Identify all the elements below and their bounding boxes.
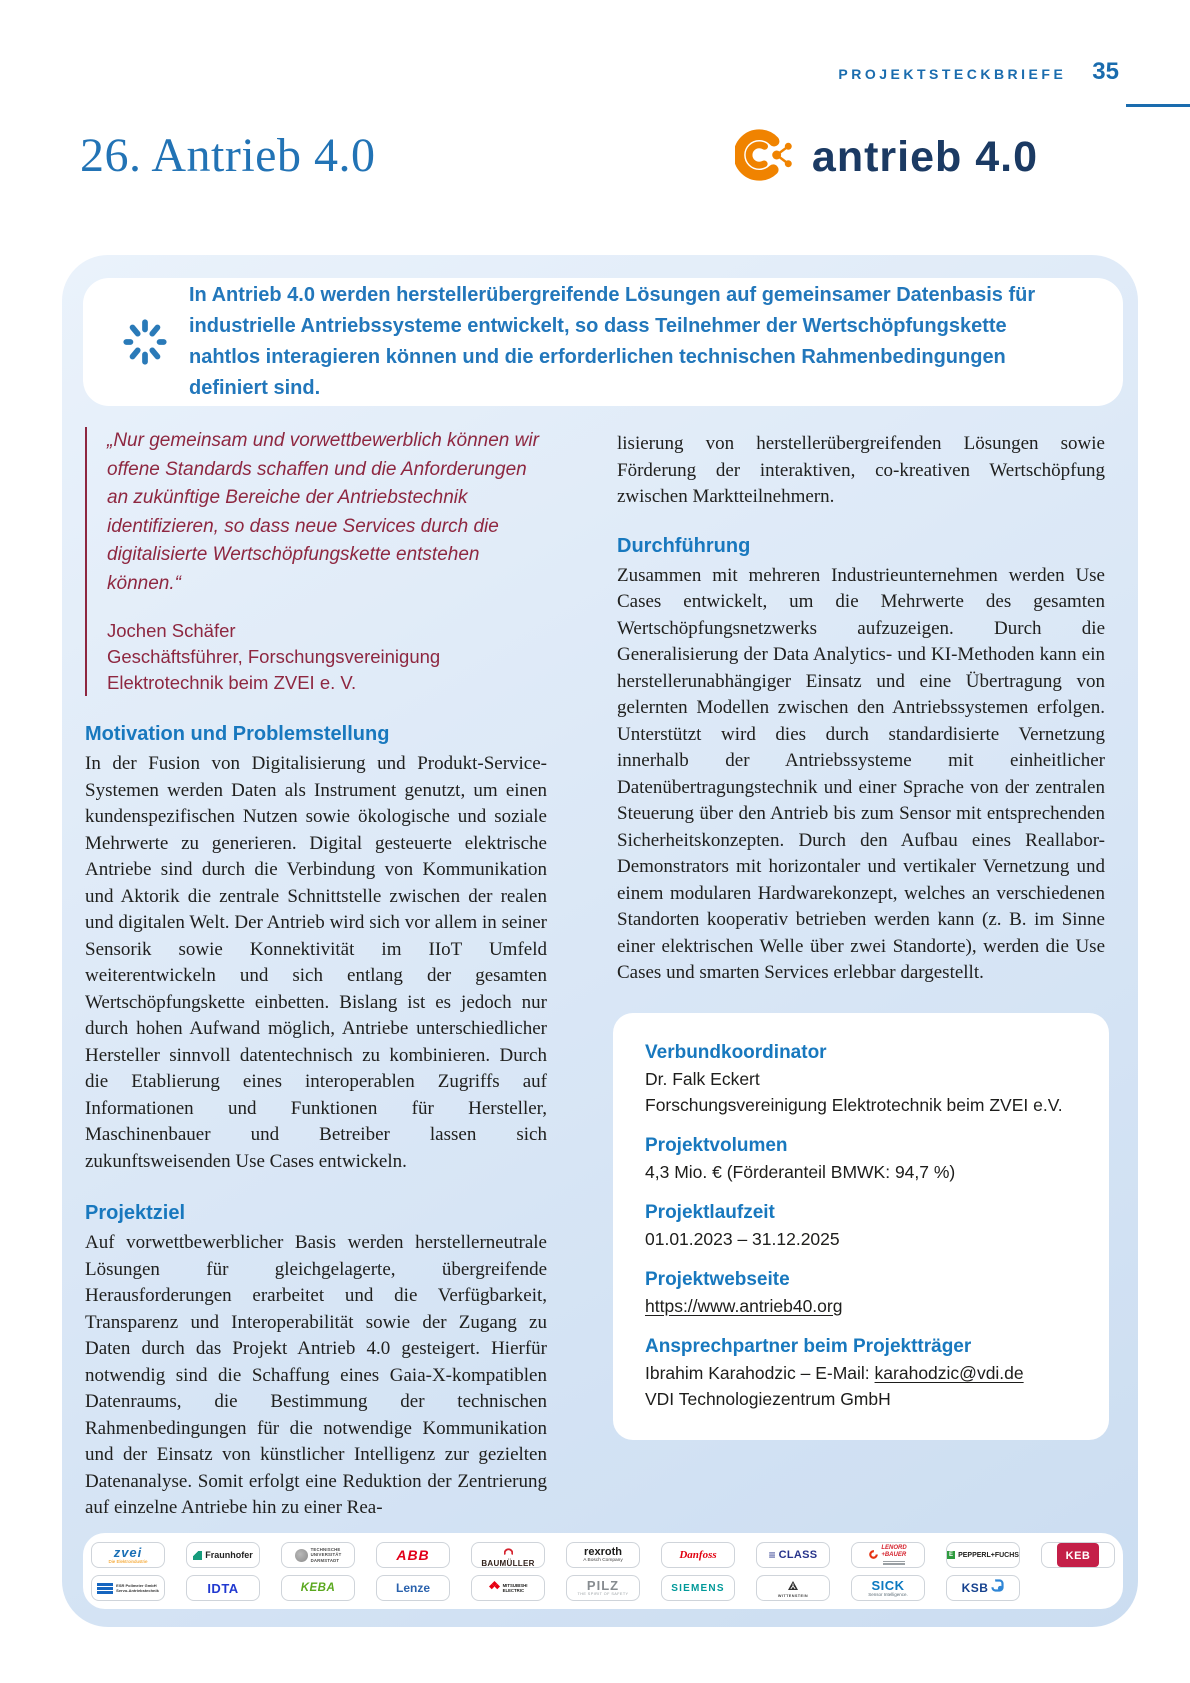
- paragraph-motivation: In der Fusion von Digitalisierung und Produkt-Service-Systemen werden Daten als Instrument genutzt, um einen kundenspezifischen Nutzen sowie ökologische und soziale Mehrwerte zu generieren. Digital gesteuerte elektrische Antriebe sind durch die Verbindung von Kommunikation und Aktorik die zentrale Schnittstelle zwischen der realen und digitalen Welt. Der Antrieb wird sich vor allem in seiner Sensorik sowie Konnektivität im IIoT Umfeld weiterentwickeln und sich entlang der gesamten Wertschöpfungskette einbetten. Bislang ist es jedoch nur durch hohen Aufwand möglich, Antriebe unterschiedlicher Hersteller sinnvoll datentechnisch zu kombinieren. Durch die Etablierung eines interoperablen Zugriffs auf Informationen und Funktionen für Hersteller, Maschinenbauer und Betreiber lassen sich zukunftsweisenden Use Cases entwickeln.: [85, 753, 547, 1172]
- partner-logo-fraunhofer: Fraunhofer: [186, 1542, 260, 1568]
- label-projektvolumen: Projektvolumen: [645, 1134, 788, 1156]
- esr-icon: [97, 1583, 113, 1594]
- contact-email-link[interactable]: karahodzic@vdi.de: [874, 1362, 1024, 1383]
- partner-logo-row-2: [91, 1575, 1123, 1601]
- partner-logo-baumueller: BAUMÜLLER: [471, 1542, 545, 1568]
- partner-logo-pepperl-fuchs: E PEPPERL+FUCHS: [946, 1542, 1020, 1568]
- partner-logo-ksb: KSB: [946, 1575, 1020, 1601]
- heading-motivation: Motivation und Problemstellung: [85, 723, 390, 745]
- running-head: [838, 58, 1119, 86]
- antrieb40-logo: [735, 124, 1038, 191]
- lenord-bauer-icon: [869, 1546, 878, 1564]
- partner-logo-idta: IDTA: [186, 1575, 260, 1601]
- partner-logo-tu-darmstadt: TECHNISCHE UNIVERSITÄT DARMSTADT: [281, 1542, 355, 1568]
- partner-logo-abb: ABB: [376, 1542, 450, 1568]
- paragraph-durchfuehrung: Zusammen mit mehreren Industrieunternehmen werden Use Cases entwickelt, um die Mehrwerte des gesamten Wertschöpfungsnetzwerks aufzuzeigen. Durch die Generalisierung der Data Analytics- und KI-Methoden kann ein herstellerunabhängiger Einsatz und eine Übertragung von gelernten Modellen zwischen den Antriebssystemen erfolgen. Unterstützt wird dies durch standardisierte Vernetzung innerhalb der Antriebssysteme mit einheitlicher Datenübertragungstechnik und einer Sprache von der zentralen Steuerung über den Antrieb bis zum Sensor mit entsprechenden Sicherheitskonzepten. Durch den Aufbau eines Reallabor-Demonstrators mit horizontaler und vertikaler Vernetzung und einem modularen Hardwarekonzept, welches an verschiedenen Standorten kooperativ betrieben werden kann (z. B. im Sinne einer elektrischen Welle über zwei Standorte), werden die Use Cases und smarten Services erlebbar dargestellt.: [617, 564, 1105, 983]
- contact-line: [645, 1360, 1083, 1386]
- content-panel: [62, 255, 1138, 1627]
- partner-logo-eclass: ≡ CLASS: [756, 1542, 830, 1568]
- pepperl-fuchs-icon: E: [949, 1552, 954, 1558]
- partner-logo-rexroth: rexroth A Bosch Company: [566, 1542, 640, 1568]
- keb-badge: KEB: [1057, 1543, 1100, 1567]
- coordinator-org: Forschungsvereinigung Elektrotechnik beim ZVEI e.V.: [645, 1094, 1063, 1115]
- quote-role-line1: Geschäftsführer, Forschungsvereinigung: [107, 646, 441, 667]
- contact-name: Ibrahim Karahodzic – E-Mail:: [645, 1362, 875, 1383]
- text-columns: [85, 423, 1105, 1522]
- partner-logo-danfoss: Danfoss: [661, 1542, 735, 1568]
- label-projektwebseite: Projektwebseite: [645, 1268, 790, 1290]
- partner-logo-lenord-bauer: LENORD +BAUER: [851, 1542, 925, 1568]
- partner-logo-keb: [1041, 1542, 1115, 1568]
- label-verbundkoordinator: Verbundkoordinator: [645, 1041, 827, 1063]
- label-projektlaufzeit: Projektlaufzeit: [645, 1201, 775, 1223]
- partner-logo-lenze: Lenze: [376, 1575, 450, 1601]
- fraunhofer-icon: [193, 1551, 202, 1560]
- column-right: [617, 423, 1105, 1522]
- header-rule: [1126, 104, 1190, 107]
- quote-author: Jochen Schäfer: [107, 620, 236, 641]
- partner-logo-keba: KEBA: [281, 1575, 355, 1601]
- projektvolumen-value: 4,3 Mio. € (Förderanteil BMWK: 94,7 %): [645, 1161, 956, 1182]
- spark-icon: [119, 316, 171, 368]
- antrieb40-logo-text: antrieb 4.0: [811, 133, 1038, 181]
- partner-logo-mitsubishi-electric: MITSUBISHI ELECTRIC: [471, 1575, 545, 1601]
- project-website-link[interactable]: https://www.antrieb40.org: [645, 1295, 843, 1316]
- heading-durchfuehrung: Durchführung: [617, 534, 751, 557]
- contact-org: VDI Technologiezentrum GmbH: [645, 1388, 891, 1409]
- paragraph-projektziel-continuation: lisierung von herstellerübergreifenden Lösungen sowie Förderung der interaktiven, co-kreativen Wertschöpfung zwischen Marktteilnehmern.: [617, 433, 1105, 507]
- wittenstein-icon: [788, 1578, 798, 1594]
- partner-logo-siemens: SIEMENS: [661, 1575, 735, 1601]
- ksb-icon: [991, 1579, 1004, 1597]
- mitsubishi-icon: [489, 1579, 500, 1597]
- partner-logo-esr-pollmeier: ESR Pollmeier GmbH Servo-Antriebstechnik: [91, 1575, 165, 1601]
- intro-text: In Antrieb 4.0 werden herstellerübergreifende Lösungen auf gemeinsamer Datenbasis für industrielle Antriebssysteme entwickelt, so dass Teilnehmer der Wertschöpfungskette nahtlos interagieren können und die erforderlichen technischen Rahmenbedingungen definiert sind.: [189, 284, 1036, 399]
- page-title: 26. Antrieb 4.0: [80, 129, 376, 182]
- intro-box: [83, 278, 1123, 406]
- antrieb40-logo-icon: [735, 124, 797, 191]
- quote-text: „Nur gemeinsam und vorwettbewerblich können wir offene Standards schaffen und die Anforderungen an zukünftige Bereiche der Antriebstechnik identifizieren, so dass neue Services durch die digitalisierte Wertschöpfungskette entstehen können.“: [107, 430, 539, 594]
- heading-projektziel: Projektziel: [85, 1202, 186, 1224]
- partner-logo-zvei: zvei Die Elektroindustrie: [91, 1542, 165, 1568]
- project-info-box: [613, 1013, 1109, 1440]
- paragraph-projektziel-left: Auf vorwettbewerblicher Basis werden herstellerneutrale Lösungen für gleichgelagerte, übergreifende Herausforderungen erarbeitet und die Verfügbarkeit, Transparenz und Interoperabilität sowie der Zugang zu Daten durch das Projekt Antrieb 4.0 gesteigert. Hierfür notwendig sind die Schaffung eines Gaia-X-kompatiblen Datenraums, die Bestimmung der technischen Rahmenbedingungen für die notwendige Kommunikation und der Einsatz von künstlicher Intelligenz zur gezielten Datenanalyse. Somit erfolgt eine Reduktion der Zentrierung auf einzelne Antriebe hin zu einer Rea-: [85, 1232, 547, 1518]
- page-number: 35: [1092, 58, 1119, 85]
- partner-logo-sick: SICK Sensor Intelligence.: [851, 1575, 925, 1601]
- partner-logo-row-1: [91, 1542, 1123, 1568]
- label-ansprechpartner: Ansprechpartner beim Projektträger: [645, 1335, 972, 1357]
- lenord-bauer-tagline-bars: [883, 1560, 905, 1565]
- partner-logo-pilz: PILZ THE SPIRIT OF SAFETY: [566, 1575, 640, 1601]
- coordinator-name: Dr. Falk Eckert: [645, 1068, 760, 1089]
- running-head-label: PROJEKTSTECKBRIEFE: [838, 66, 1067, 82]
- partner-logo-wittenstein: WITTENSTEIN: [756, 1575, 830, 1601]
- projektlaufzeit-value: 01.01.2023 – 31.12.2025: [645, 1228, 840, 1249]
- baumueller-icon: [504, 1543, 513, 1559]
- partner-logo-strip: [83, 1533, 1123, 1609]
- tu-darmstadt-emblem-icon: [295, 1549, 308, 1562]
- pull-quote: [85, 427, 547, 696]
- column-left: [85, 423, 547, 1522]
- quote-role-line2: Elektrotechnik beim ZVEI e. V.: [107, 672, 357, 693]
